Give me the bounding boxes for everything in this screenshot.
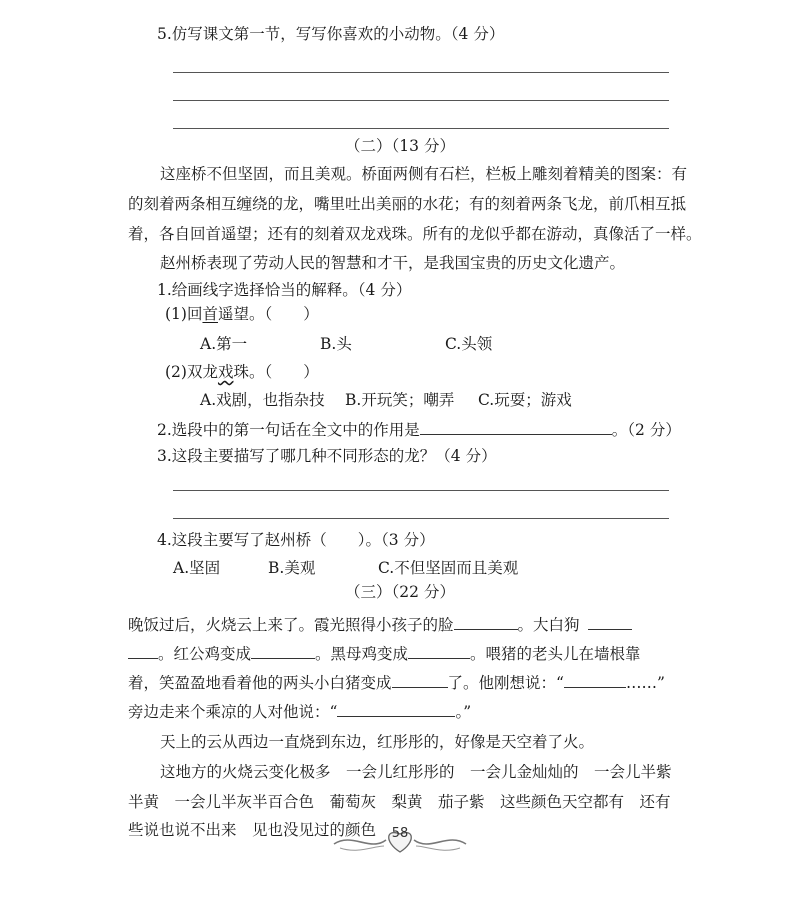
answer-line[interactable] bbox=[173, 518, 669, 519]
sub-2-prefix: (2)双龙 bbox=[165, 363, 218, 381]
question-2-prompt: 2.选段中的第一句话在全文中的作用是 bbox=[157, 421, 420, 439]
passage-text: 旁边走来个乘凉的人对他说：“ bbox=[128, 703, 338, 721]
question-2 bbox=[157, 418, 681, 440]
passage-text: 。” bbox=[455, 703, 472, 721]
answer-line[interactable] bbox=[173, 128, 669, 129]
answer-line[interactable] bbox=[173, 100, 669, 101]
question-2-points: 。（2 分） bbox=[611, 421, 681, 439]
option-a[interactable]: A.戏剧，也指杂技 bbox=[200, 391, 325, 409]
passage-text: ……” bbox=[625, 674, 665, 692]
option-c[interactable]: C.不但坚固而且美观 bbox=[378, 559, 519, 577]
passage-text: 着，笑盈盈地看着他的两头小白猪变成 bbox=[128, 674, 392, 692]
sub-2-suffix: 珠。（ ） bbox=[233, 363, 319, 381]
question-1-prompt: 1.给画线字选择恰当的解释。（4 分） bbox=[157, 281, 412, 299]
answer-blank[interactable] bbox=[408, 642, 470, 659]
answer-blank[interactable] bbox=[392, 671, 448, 688]
option-b[interactable]: B.美观 bbox=[268, 559, 316, 577]
option-a[interactable]: A.坚固 bbox=[173, 559, 221, 577]
sub-1-prefix: (1)回 bbox=[165, 305, 203, 323]
passage-text: 。黑母鸡变成 bbox=[315, 645, 409, 663]
passage-3-line bbox=[128, 671, 665, 693]
passage-text: 。红公鸡变成 bbox=[158, 645, 252, 663]
page-number: 58 bbox=[391, 826, 409, 841]
underlined-word: 戏 bbox=[217, 363, 234, 381]
answer-blank[interactable] bbox=[337, 700, 455, 717]
passage-2-line: 的刻着两条相互缠绕的龙，嘴里吐出美丽的水花；有的刻着两条飞龙，前爪相互抵 bbox=[128, 195, 687, 213]
section-3-title: （三）（22 分） bbox=[345, 583, 455, 601]
question-4-prompt: 4.这段主要写了赵州桥（ ）。（3 分） bbox=[157, 531, 435, 549]
question-3-prompt: 3.这段主要描写了哪几种不同形态的龙？（4 分） bbox=[157, 447, 497, 465]
option-b[interactable]: B.开玩笑；嘲弄 bbox=[345, 391, 455, 409]
answer-blank[interactable] bbox=[420, 418, 612, 435]
passage-3-line: 天上的云从西边一直烧到东边，红彤彤的，好像是天空着了火。 bbox=[160, 733, 595, 751]
passage-3-line: 这地方的火烧云变化极多 一会儿红彤彤的 一会儿金灿灿的 一会儿半紫 bbox=[160, 763, 672, 781]
question-1-sub-1 bbox=[165, 304, 319, 324]
passage-2-line: 赵州桥表现了劳动人民的智慧和才干，是我国宝贵的历史文化遗产。 bbox=[160, 254, 626, 272]
passage-3-line bbox=[128, 613, 632, 635]
option-b[interactable]: B.头 bbox=[320, 335, 352, 353]
answer-blank[interactable] bbox=[128, 642, 158, 659]
passage-3-line bbox=[128, 700, 471, 722]
passage-3-line: 些说也说不出来 见也没见过的颜色 bbox=[128, 821, 377, 839]
answer-blank[interactable] bbox=[251, 642, 315, 659]
answer-line[interactable] bbox=[173, 72, 669, 73]
passage-3-line: 半黄 一会儿半灰半百合色 葡萄灰 梨黄 茄子紫 这些颜色天空都有 还有 bbox=[128, 793, 671, 811]
answer-line[interactable] bbox=[173, 490, 669, 491]
section-2-title: （二）（13 分） bbox=[345, 137, 455, 155]
answer-blank[interactable] bbox=[454, 613, 518, 630]
passage-text: 了。他刚想说：“ bbox=[447, 674, 564, 692]
passage-2-line: 这座桥不但坚固，而且美观。桥面两侧有石栏，栏板上雕刻着精美的图案：有 bbox=[160, 165, 688, 183]
passage-text: 。喂猪的老头儿在墙根靠 bbox=[470, 645, 641, 663]
answer-blank[interactable] bbox=[564, 671, 626, 688]
option-c[interactable]: C.玩耍；游戏 bbox=[478, 391, 572, 409]
option-a[interactable]: A.第一 bbox=[200, 335, 248, 353]
passage-3-line bbox=[128, 642, 641, 664]
passage-2-line: 着，各自回首遥望；还有的刻着双龙戏珠。所有的龙似乎都在游动，真像活了一样。 bbox=[128, 225, 702, 243]
underlined-word: 首 bbox=[202, 305, 218, 323]
passage-text: 晚饭过后，火烧云上来了。霞光照得小孩子的脸 bbox=[128, 616, 454, 634]
question-1-sub-2 bbox=[165, 362, 319, 382]
option-c[interactable]: C.头领 bbox=[445, 335, 493, 353]
passage-text: 。大白狗 bbox=[517, 616, 580, 634]
answer-blank[interactable] bbox=[588, 613, 632, 630]
sub-1-suffix: 遥望。（ ） bbox=[217, 305, 319, 323]
question-5-prompt: 5.仿写课文第一节，写写你喜欢的小动物。（4 分） bbox=[157, 25, 505, 43]
